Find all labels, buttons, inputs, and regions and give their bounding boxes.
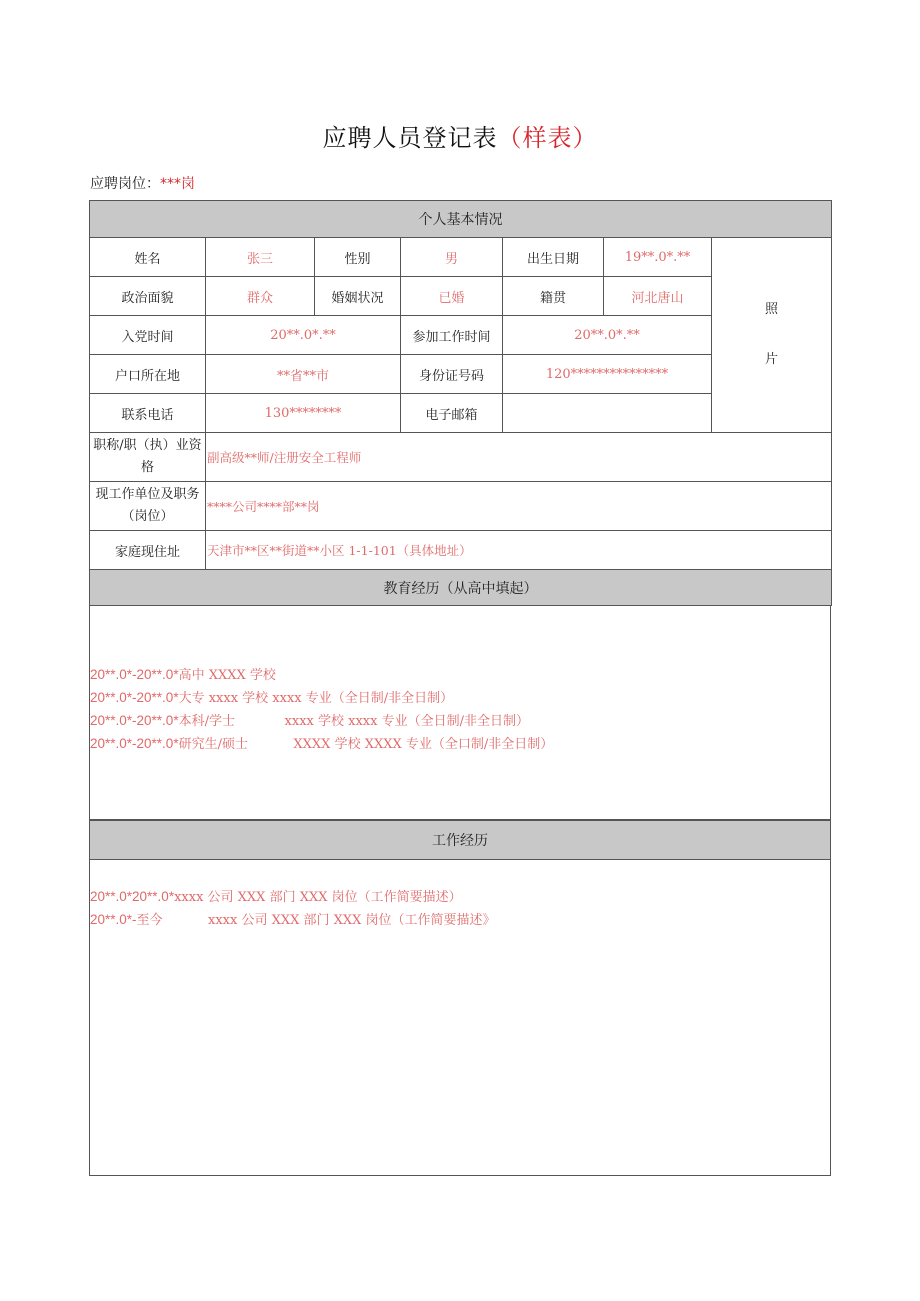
education-entry: 20**.0*-20**.0*大专 xxxx 学校 xxxx 专业（全日制/非全日制）	[90, 690, 454, 706]
work-header-table	[89, 820, 831, 860]
home-address-value[interactable]: 天津市**区**街道**小区 1-1-101（具体地址）	[206, 531, 832, 570]
hukou-value[interactable]: **省**市	[206, 355, 401, 394]
photo-box[interactable]	[712, 238, 832, 433]
phone-value[interactable]: 130********	[206, 394, 401, 433]
work-area[interactable]	[89, 860, 831, 1176]
name-value[interactable]: 张三	[206, 238, 315, 277]
title-main: 应聘人员登记表	[322, 124, 498, 152]
hukou-label: 户口所在地	[90, 355, 206, 394]
professional-title-label-line2: 格	[140, 460, 154, 475]
native-place-value[interactable]: 河北唐山	[604, 277, 712, 316]
email-value[interactable]	[503, 394, 712, 433]
work-entry: 20**.0*-至今 xxxx 公司 XXX 部门 XXX 岗位（工作简要描述》	[90, 912, 496, 928]
education-entry: 20**.0*-20**.0*高中 XXXX 学校	[90, 667, 276, 683]
professional-title-label-line1: 职称/职（执）业资	[93, 438, 202, 453]
party-join-date-value[interactable]: 20**.0*.**	[206, 316, 401, 355]
marital-status-value[interactable]: 已婚	[401, 277, 503, 316]
post-value: ***岗	[160, 176, 195, 192]
political-status-value[interactable]: 群众	[206, 277, 315, 316]
birth-date-value[interactable]: 19**.0*.**	[604, 238, 712, 277]
professional-title-label	[90, 433, 206, 482]
current-employer-value[interactable]: ****公司****部**岗	[206, 482, 832, 531]
id-number-value[interactable]: 120***************	[503, 355, 712, 394]
birth-date-label: 出生日期	[503, 238, 604, 277]
photo-char-2: 片	[765, 352, 779, 367]
home-address-label: 家庭现住址	[90, 531, 206, 570]
work-start-date-value[interactable]: 20**.0*.**	[503, 316, 712, 355]
section-header-work: 工作经历	[90, 821, 831, 860]
current-employer-label-line2: （岗位）	[121, 509, 174, 524]
education-entry: 20**.0*-20**.0*本科/学士 xxxx 学校 xxxx 专业（全日制/非全日制）	[90, 713, 529, 729]
education-entry: 20**.0*-20**.0*研究生/硕士 XXXX 学校 XXXX 专业（全口制/非全日制）	[90, 736, 554, 752]
basic-info-table	[89, 200, 832, 606]
native-place-label: 籍贯	[503, 277, 604, 316]
education-area[interactable]	[89, 606, 831, 820]
professional-title-value[interactable]: 副高级**师/注册安全工程师	[206, 433, 832, 482]
current-employer-label-line1: 现工作单位及职务	[95, 487, 200, 502]
work-start-date-label: 参加工作时间	[401, 316, 503, 355]
phone-label: 联系电话	[90, 394, 206, 433]
education-list	[90, 663, 553, 755]
section-header-education: 教育经历（从高中填起）	[90, 570, 832, 606]
id-number-label: 身份证号码	[401, 355, 503, 394]
section-header-basic-info: 个人基本情况	[90, 201, 832, 238]
marital-status-label: 婚姻状况	[315, 277, 401, 316]
title-sample-tag: （样表）	[497, 124, 598, 152]
current-employer-label	[90, 482, 206, 531]
political-status-label: 政治面貌	[90, 277, 206, 316]
post-label: 应聘岗位：	[90, 176, 160, 192]
party-join-date-label: 入党时间	[90, 316, 206, 355]
work-list	[90, 885, 496, 931]
name-label: 姓名	[90, 238, 206, 277]
registration-form	[89, 200, 831, 1176]
applied-post	[90, 173, 195, 193]
email-label: 电子邮箱	[401, 394, 503, 433]
work-entry: 20**.0*20**.0*xxxx 公司 XXX 部门 XXX 岗位（工作简要描述）	[90, 889, 462, 905]
photo-char-1: 照	[765, 302, 779, 317]
gender-label: 性别	[315, 238, 401, 277]
page-title	[0, 118, 920, 153]
gender-value[interactable]: 男	[401, 238, 503, 277]
